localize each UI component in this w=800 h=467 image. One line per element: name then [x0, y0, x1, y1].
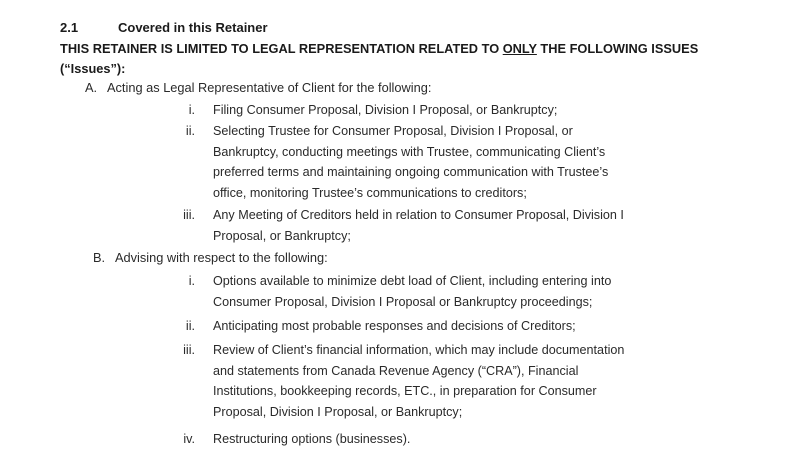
roman-numeral: i. — [188, 103, 195, 117]
list-item — [165, 100, 685, 121]
roman-numeral: ii. — [185, 124, 195, 138]
item-text: Anticipating most probable responses and decisions of Creditors; — [213, 319, 576, 333]
group-label-text: Advising with respect to the following: — [115, 250, 328, 265]
intro-text-after: THE FOLLOWING ISSUES (“Issues”): — [60, 41, 699, 76]
list-item — [165, 316, 685, 337]
group-b-label — [93, 250, 328, 265]
section-intro — [60, 39, 700, 79]
item-text: Filing Consumer Proposal, Division I Proposal, or Bankruptcy; — [213, 103, 558, 117]
group-label-text: Acting as Legal Representative of Client for the following: — [107, 80, 432, 95]
list-item — [165, 429, 685, 450]
roman-numeral: ii. — [185, 319, 195, 333]
group-letter: A. — [85, 80, 98, 95]
item-text: Review of Client’s financial information, which may include documentation and statements from Canada Revenue Agency (“CRA”), Financial Institutions, bookkeeping records, ETC., in preparation for Consumer Proposal, Division I Proposal, or Bankruptcy; — [213, 343, 625, 419]
intro-underlined-word: ONLY — [502, 41, 537, 56]
group-letter: B. — [93, 250, 106, 265]
list-item — [165, 121, 625, 203]
item-text: Selecting Trustee for Consumer Proposal, Division I Proposal, or Bankruptcy, conducting meetings with Trustee, communicating Client’s preferred terms and maintaining ongoing communication with Trustee’s office, monitoring Trustee’s communications to creditors; — [213, 124, 609, 200]
roman-numeral: iv. — [183, 432, 195, 446]
list-item — [165, 205, 643, 246]
section-number: 2.1 — [60, 20, 79, 35]
list-item — [165, 340, 645, 422]
roman-numeral: iii. — [183, 208, 195, 222]
intro-text-before: THIS RETAINER IS LIMITED TO LEGAL REPRESENTATION RELATED TO — [60, 41, 503, 56]
item-text: Restructuring options (businesses). — [213, 432, 411, 446]
section-heading — [60, 20, 268, 35]
item-text: Options available to minimize debt load of Client, including entering into Consumer Proposal, Division I Proposal or Bankruptcy proceedings; — [213, 274, 612, 309]
roman-numeral: i. — [188, 274, 195, 288]
list-item — [165, 271, 655, 312]
section-title: Covered in this Retainer — [118, 20, 268, 35]
roman-numeral: iii. — [183, 343, 195, 357]
group-a-label — [85, 80, 431, 95]
item-text: Any Meeting of Creditors held in relation to Consumer Proposal, Division I Proposal, or Bankruptcy; — [213, 208, 624, 243]
